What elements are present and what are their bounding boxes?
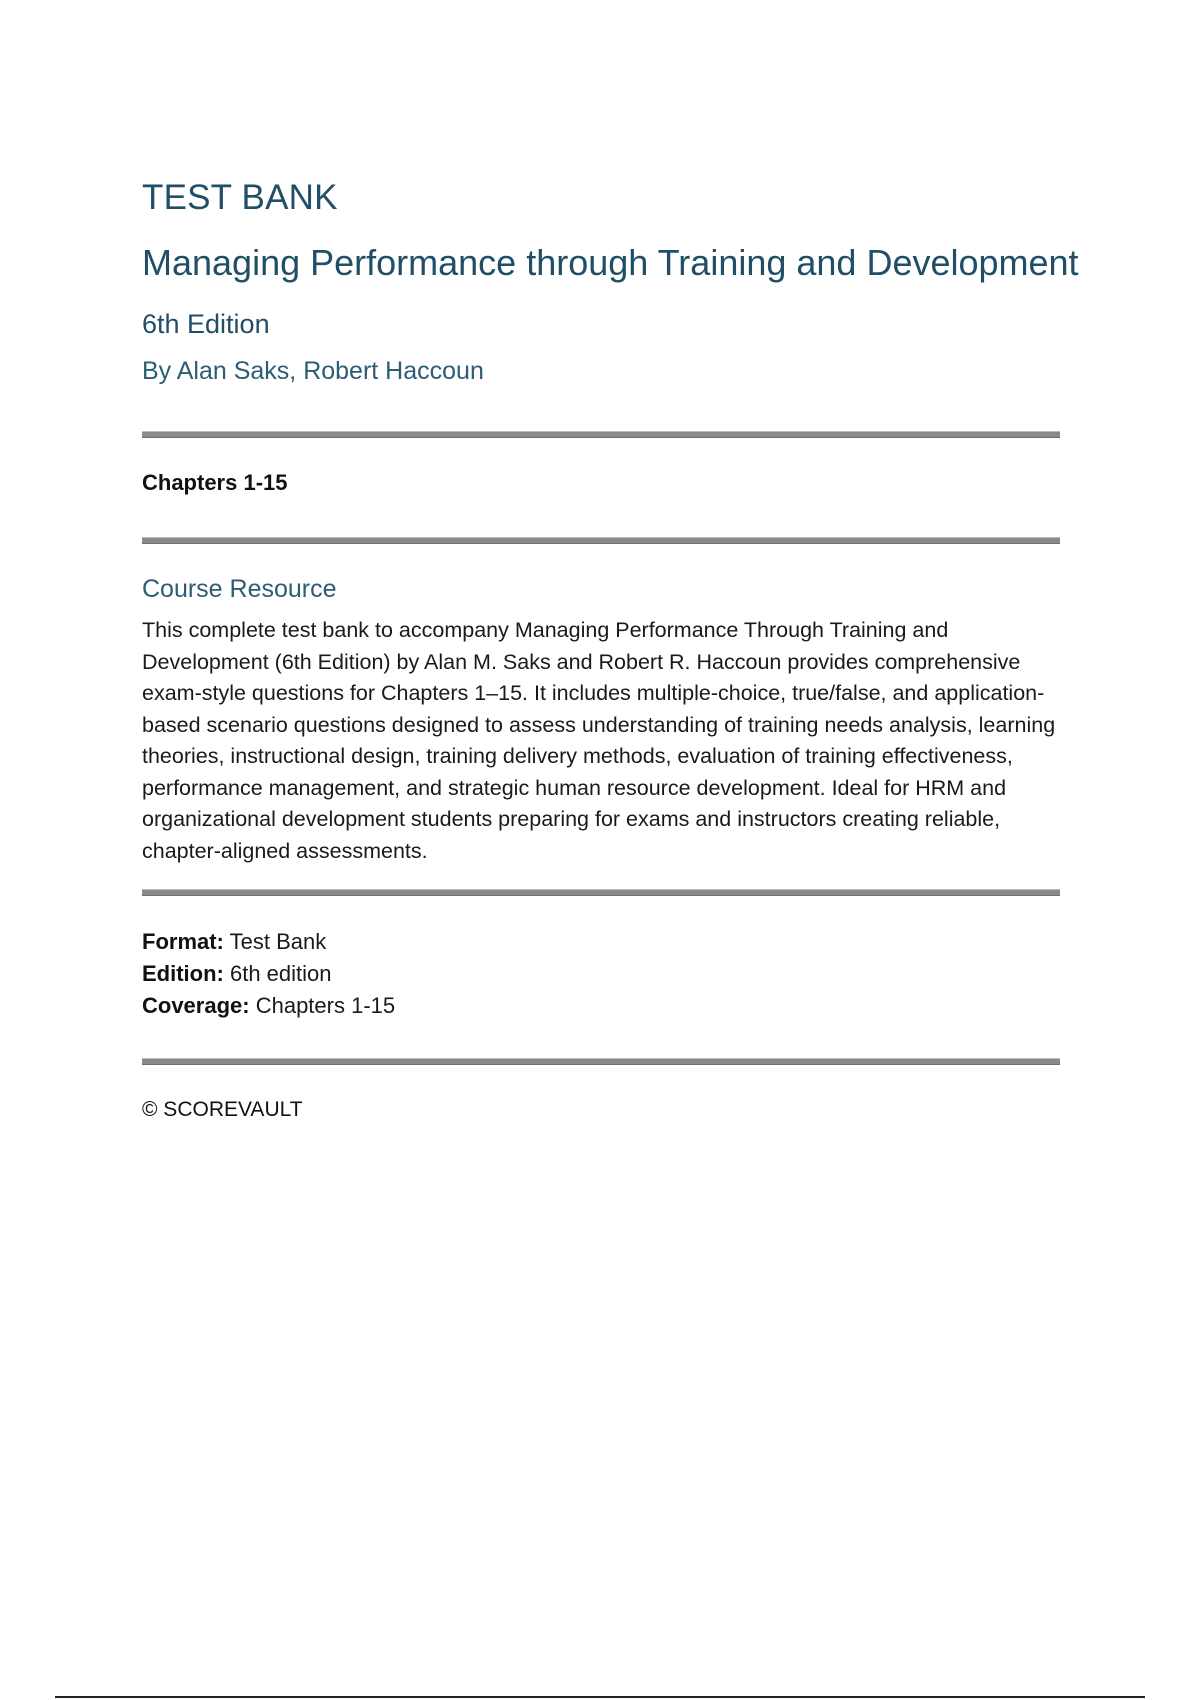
edition-heading: 6th Edition: [142, 309, 270, 339]
coverage-value: Chapters 1-15: [249, 993, 396, 1018]
format-value: Test Bank: [223, 929, 327, 954]
divider: [142, 431, 1060, 438]
divider: [142, 889, 1060, 896]
chapters-label: Chapters 1-15: [142, 470, 288, 495]
course-description: This complete test bank to accompany Managing Performance Through Training and Development (6th Edition) by Alan M. Saks and Robert R. Haccoun provides comprehensive exam-style questions for Chapters 1–15. It includes multiple-choice, true/false, and application-based scenario questions designed to assess understanding of training needs analysis, learning theories, instructional design, training delivery methods, evaluation of training effectiveness, performance management, and strategic human resource development. Ideal for HRM and organizational development students preparing for exams and instructors creating reliable, chapter-aligned assessments.: [142, 618, 1056, 863]
course-resource-heading: Course Resource: [142, 575, 337, 603]
divider: [142, 1058, 1060, 1065]
coverage-row: [142, 990, 1060, 1022]
edition-value: 6th edition: [223, 961, 332, 986]
edition-row: [142, 958, 1060, 990]
format-key: Format:: [142, 929, 224, 954]
document-title: Managing Performance through Training and Development: [142, 242, 1079, 283]
metadata-list: [142, 926, 1060, 1022]
format-row: [142, 926, 1060, 958]
page-bottom-border: [55, 1696, 1145, 1698]
divider: [142, 537, 1060, 544]
document-content: [142, 170, 1079, 1125]
coverage-key: Coverage:: [142, 993, 250, 1018]
document-label: TEST BANK: [142, 178, 338, 217]
edition-key: Edition:: [142, 961, 224, 986]
authors-line: By Alan Saks, Robert Haccoun: [142, 357, 484, 385]
copyright-notice: © SCOREVAULT: [142, 1098, 303, 1121]
